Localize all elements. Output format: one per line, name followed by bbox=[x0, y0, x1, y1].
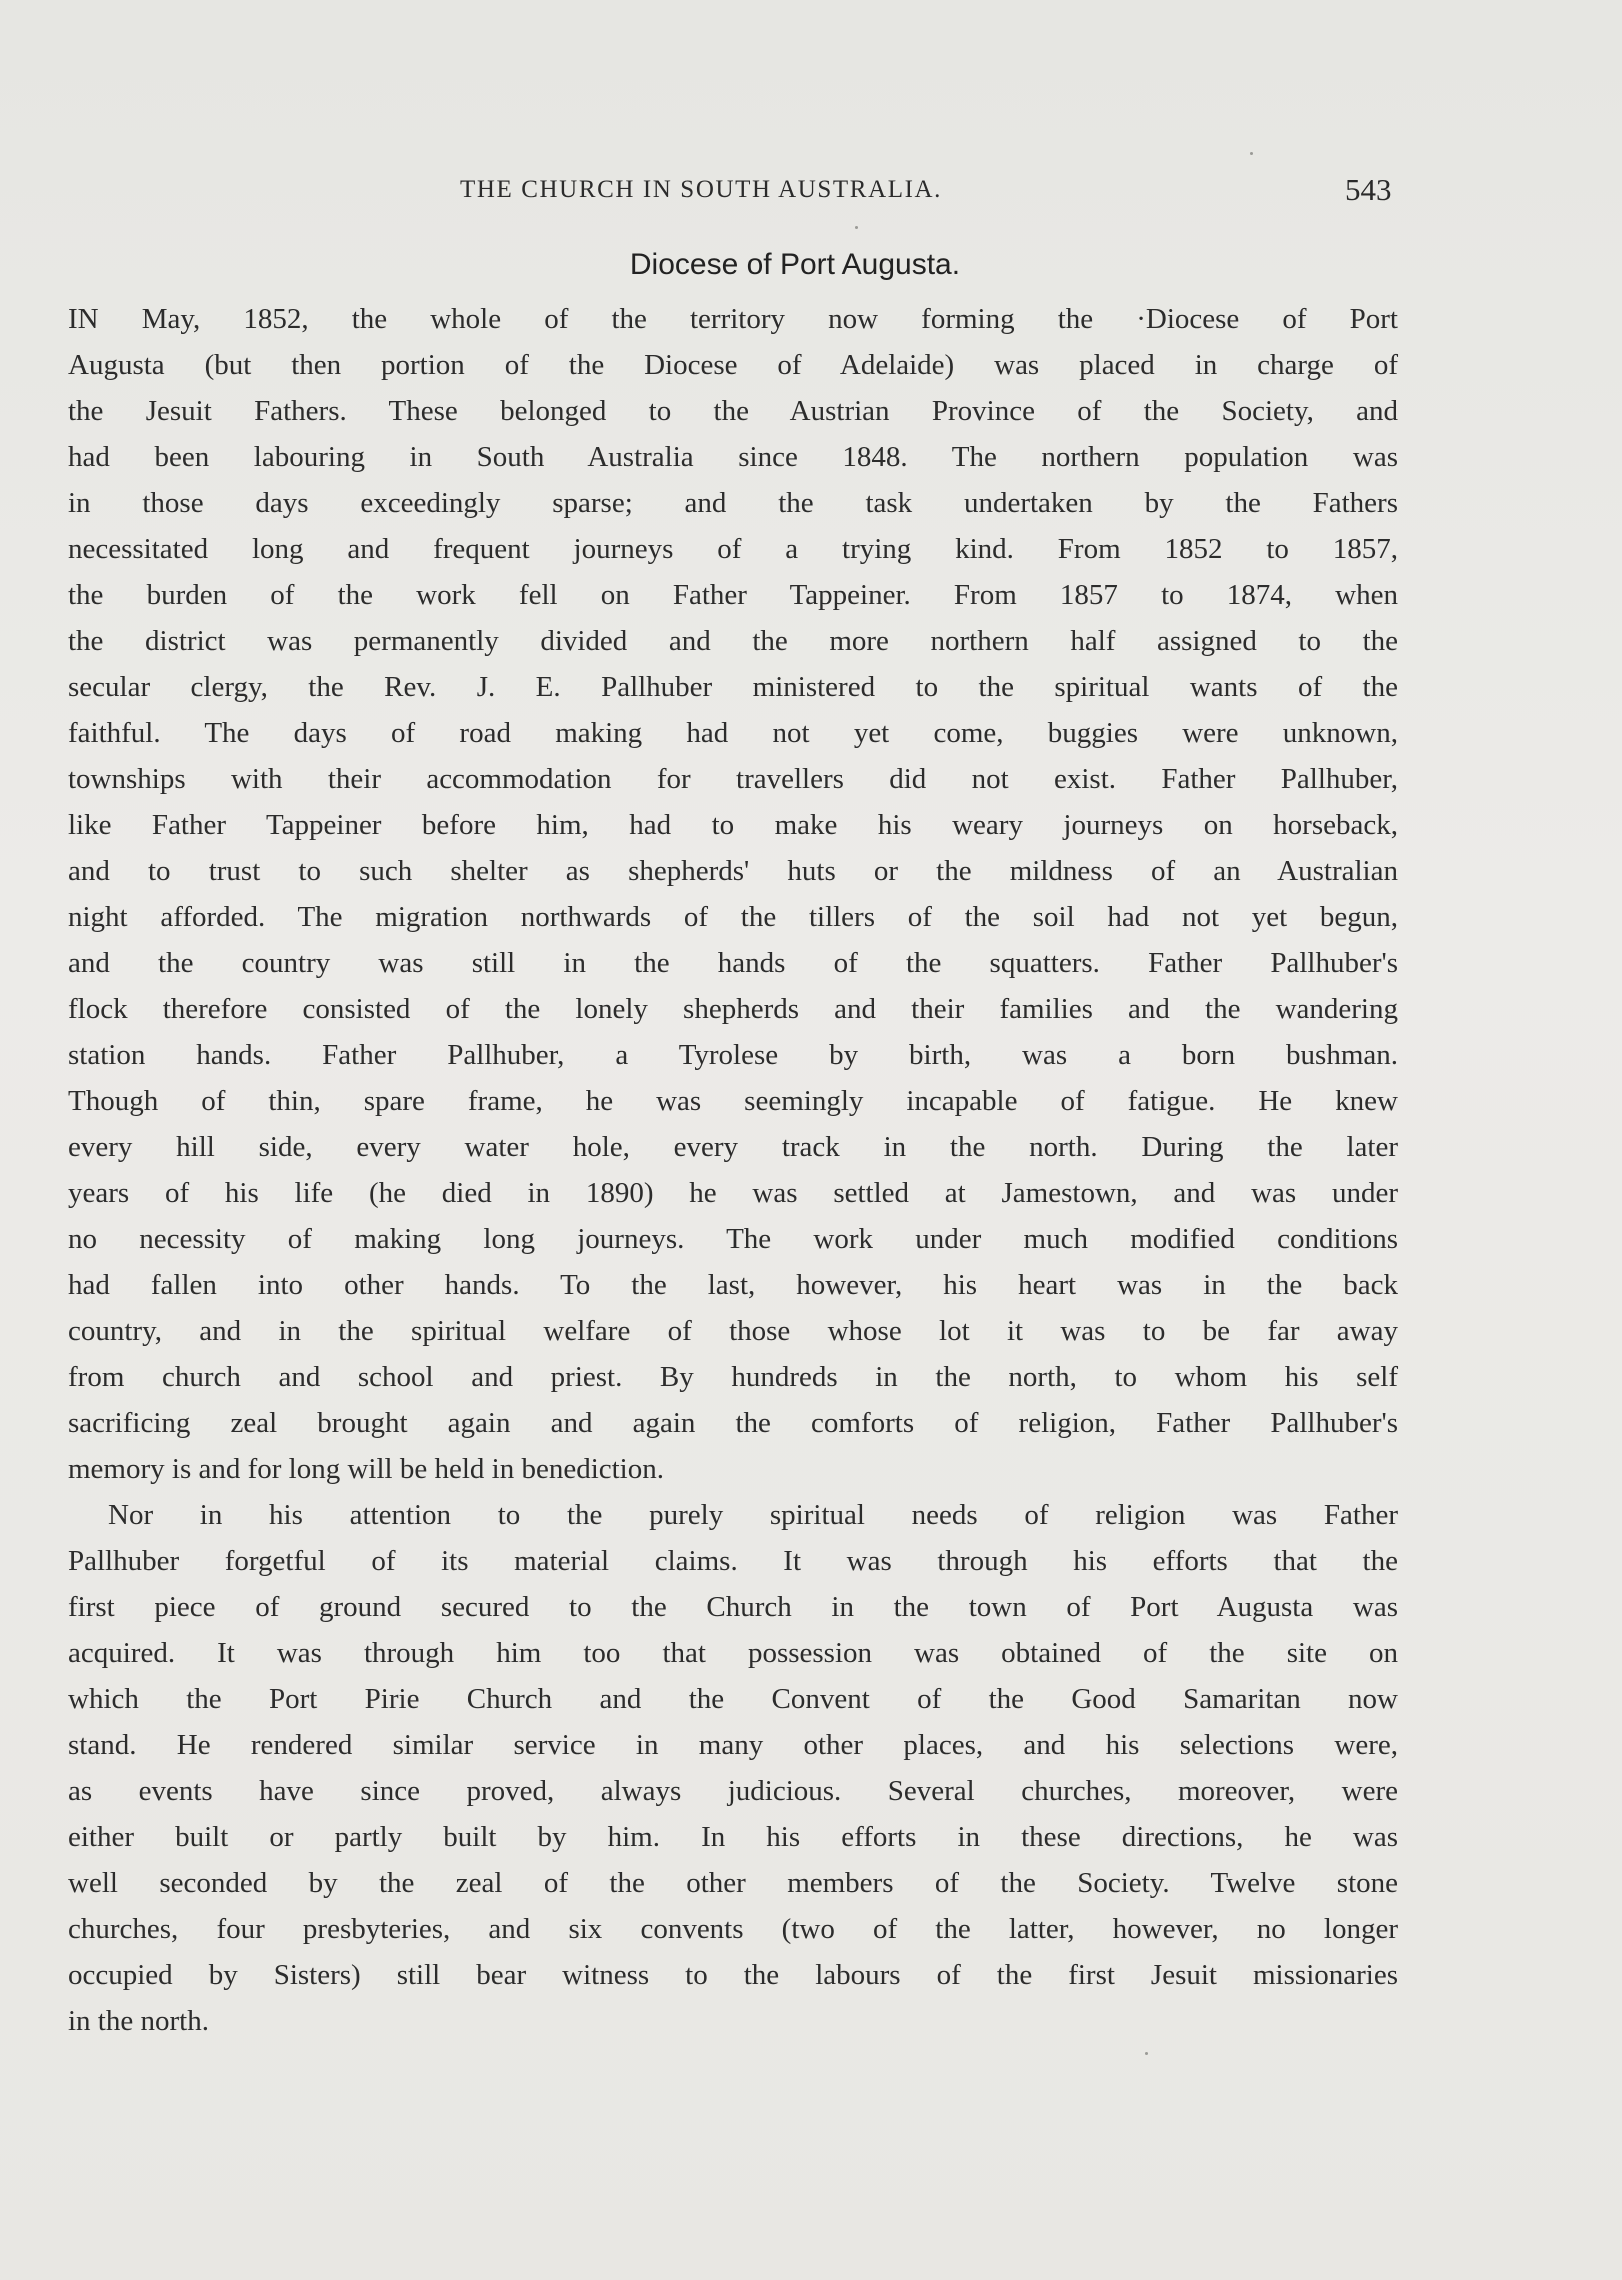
text-line: Augusta (but then portion of the Diocese of Adelaide) was placed in charge of bbox=[68, 349, 1398, 381]
text-line: night afforded. The migration northwards of the tillers of the soil had not yet begun, bbox=[68, 901, 1398, 933]
text-line: either built or partly built by him. In his efforts in these directions, he was bbox=[68, 1821, 1398, 1853]
body-text bbox=[68, 296, 1398, 2044]
text-line: in those days exceedingly sparse; and the task undertaken by the Fathers bbox=[68, 487, 1398, 519]
text-line: Though of thin, spare frame, he was seemingly incapable of fatigue. He knew bbox=[68, 1085, 1398, 1117]
text-line: IN May, 1852, the whole of the territory now forming the ·Diocese of Port bbox=[68, 303, 1398, 335]
text-line: which the Port Pirie Church and the Convent of the Good Samaritan now bbox=[68, 1683, 1398, 1715]
text-line: stand. He rendered similar service in many other places, and his selections were, bbox=[68, 1729, 1398, 1761]
text-line: Pallhuber forgetful of its material claims. It was through his efforts that the bbox=[68, 1545, 1398, 1577]
text-line: had been labouring in South Australia since 1848. The northern population was bbox=[68, 441, 1398, 473]
text-line: Nor in his attention to the purely spiritual needs of religion was Father bbox=[108, 1499, 1398, 1531]
text-line: years of his life (he died in 1890) he was settled at Jamestown, and was under bbox=[68, 1177, 1398, 1209]
text-line: no necessity of making long journeys. The work under much modified conditions bbox=[68, 1223, 1398, 1255]
text-line: flock therefore consisted of the lonely shepherds and their families and the wandering bbox=[68, 993, 1398, 1025]
text-line: the Jesuit Fathers. These belonged to the Austrian Province of the Society, and bbox=[68, 395, 1398, 427]
text-line: the district was permanently divided and the more northern half assigned to the bbox=[68, 625, 1398, 657]
paper-speck bbox=[1145, 2052, 1148, 2055]
text-line: first piece of ground secured to the Church in the town of Port Augusta was bbox=[68, 1591, 1398, 1623]
section-heading: Diocese of Port Augusta. bbox=[629, 248, 961, 281]
page-number: 543 bbox=[1345, 172, 1392, 207]
text-line: station hands. Father Pallhuber, a Tyrolese by birth, was a born bushman. bbox=[68, 1039, 1398, 1071]
paragraph-2 bbox=[68, 1492, 1398, 2044]
text-line: and the country was still in the hands of the squatters. Father Pallhuber's bbox=[68, 947, 1398, 979]
text-line: sacrificing zeal brought again and again the comforts of religion, Father Pallhuber's bbox=[68, 1407, 1398, 1439]
text-line: acquired. It was through him too that possession was obtained of the site on bbox=[68, 1637, 1398, 1669]
text-line: necessitated long and frequent journeys of a trying kind. From 1852 to 1857, bbox=[68, 533, 1398, 565]
text-line: well seconded by the zeal of the other members of the Society. Twelve stone bbox=[68, 1867, 1398, 1899]
running-title: THE CHURCH IN SOUTH AUSTRALIA. bbox=[460, 176, 943, 203]
paper-speck bbox=[855, 226, 858, 229]
text-line: secular clergy, the Rev. J. E. Pallhuber ministered to the spiritual wants of the bbox=[68, 671, 1398, 703]
text-line: townships with their accommodation for travellers did not exist. Father Pallhuber, bbox=[68, 763, 1398, 795]
text-line: had fallen into other hands. To the last, however, his heart was in the back bbox=[68, 1269, 1398, 1301]
text-line: the burden of the work fell on Father Tappeiner. From 1857 to 1874, when bbox=[68, 579, 1398, 611]
text-line: occupied by Sisters) still bear witness to the labours of the first Jesuit missionaries bbox=[68, 1959, 1398, 1991]
text-line: country, and in the spiritual welfare of those whose lot it was to be far away bbox=[68, 1315, 1398, 1347]
text-line: and to trust to such shelter as shepherds' huts or the mildness of an Australian bbox=[68, 855, 1398, 887]
paper-speck bbox=[1250, 152, 1253, 155]
running-header bbox=[0, 172, 1622, 216]
text-line: memory is and for long will be held in benediction. bbox=[68, 1453, 664, 1485]
text-line: every hill side, every water hole, every track in the north. During the later bbox=[68, 1131, 1398, 1163]
paragraph-1 bbox=[68, 296, 1398, 1492]
text-line: in the north. bbox=[68, 2005, 209, 2037]
text-line: from church and school and priest. By hundreds in the north, to whom his self bbox=[68, 1361, 1398, 1393]
text-line: faithful. The days of road making had not yet come, buggies were unknown, bbox=[68, 717, 1398, 749]
text-line: like Father Tappeiner before him, had to make his weary journeys on horseback, bbox=[68, 809, 1398, 841]
text-line: as events have since proved, always judicious. Several churches, moreover, were bbox=[68, 1775, 1398, 1807]
text-line: churches, four presbyteries, and six convents (two of the latter, however, no longer bbox=[68, 1913, 1398, 1945]
